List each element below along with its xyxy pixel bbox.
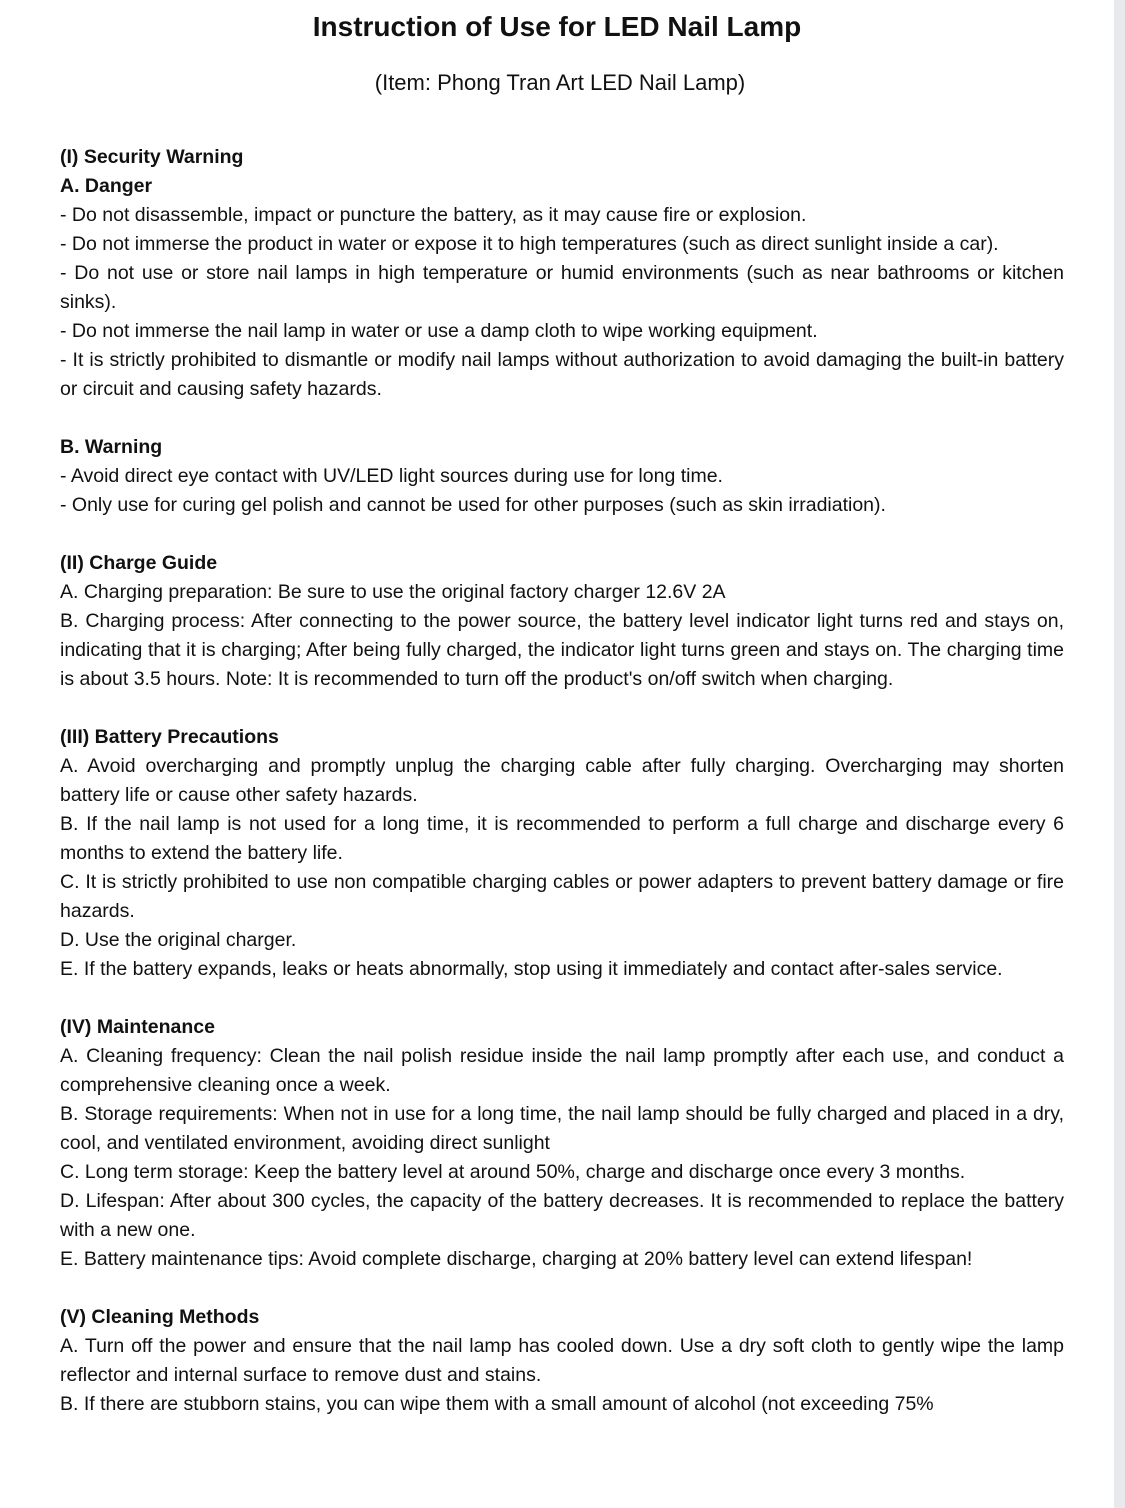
precaution-item-d: D. Use the original charger.: [60, 929, 297, 951]
spacer: [60, 404, 1064, 433]
document-body: [60, 143, 1064, 1419]
precaution-item-b: B. If the nail lamp is not used for a long time, it is recommended to perform a full charge and discharge every 6 months to extend the battery life.: [60, 813, 1064, 864]
maintenance-item-b: B. Storage requirements: When not in use for a long time, the nail lamp should be fully charged and placed in a dry, cool, and ventilated environment, avoiding direct sunlight: [60, 1103, 1064, 1154]
section-heading-battery-precautions: (III) Battery Precautions: [60, 726, 279, 748]
maintenance-item-a: A. Cleaning frequency: Clean the nail polish residue inside the nail lamp promptly after each use, and conduct a comprehensive cleaning once a week.: [60, 1045, 1064, 1096]
charge-item-b: B. Charging process: After connecting to the power source, the battery level indicator light turns red and stays on, indicating that it is charging; After being fully charged, the indicator light turns green and stays on. The charging time is about 3.5 hours. Note: It is recommended to turn off the product's on/off switch when charging.: [60, 610, 1064, 690]
section-heading-charge-guide: (II) Charge Guide: [60, 552, 218, 574]
maintenance-item-d: D. Lifespan: After about 300 cycles, the capacity of the battery decreases. It is recommended to replace the battery with a new one.: [60, 1190, 1064, 1241]
danger-item-5: - It is strictly prohibited to dismantle or modify nail lamps without authorization to avoid damaging the built-in battery or circuit and causing safety hazards.: [60, 349, 1064, 400]
viewer-background: [1114, 0, 1125, 1508]
section-heading-cleaning-methods: (V) Cleaning Methods: [60, 1306, 260, 1328]
spacer: [60, 1274, 1064, 1303]
warning-item-2: - Only use for curing gel polish and cannot be used for other purposes (such as skin irradiation).: [60, 494, 886, 516]
cleaning-item-b: B. If there are stubborn stains, you can wipe them with a small amount of alcohol (not exceeding 75%: [60, 1393, 934, 1415]
danger-item-4: - Do not immerse the nail lamp in water or use a damp cloth to wipe working equipment.: [60, 320, 818, 342]
danger-item-1: - Do not disassemble, impact or puncture the battery, as it may cause fire or explosion.: [60, 204, 807, 226]
spacer: [60, 520, 1064, 549]
danger-item-3: - Do not use or store nail lamps in high temperature or humid environments (such as near bathrooms or kitchen sinks).: [60, 262, 1064, 313]
document-subtitle: (Item: Phong Tran Art LED Nail Lamp): [374, 70, 746, 95]
precaution-item-c: C. It is strictly prohibited to use non compatible charging cables or power adapters to prevent battery damage or fire hazards.: [60, 871, 1064, 922]
maintenance-item-c: C. Long term storage: Keep the battery level at around 50%, charge and discharge once every 3 months.: [60, 1161, 966, 1183]
section-heading-security-warning: (I) Security Warning: [60, 146, 244, 168]
precaution-item-e: E. If the battery expands, leaks or heats abnormally, stop using it immediately and contact after-sales service.: [60, 958, 1003, 980]
maintenance-item-e: E. Battery maintenance tips: Avoid complete discharge, charging at 20% battery level can extend lifespan!: [60, 1248, 973, 1270]
subheading-warning: B. Warning: [60, 436, 163, 458]
warning-item-1: - Avoid direct eye contact with UV/LED light sources during use for long time.: [60, 465, 723, 487]
section-heading-maintenance: (IV) Maintenance: [60, 1016, 215, 1038]
cleaning-item-a: A. Turn off the power and ensure that the nail lamp has cooled down. Use a dry soft cloth to gently wipe the lamp reflector and internal surface to remove dust and stains.: [60, 1335, 1064, 1386]
spacer: [60, 694, 1064, 723]
spacer: [60, 984, 1064, 1013]
danger-item-2: - Do not immerse the product in water or expose it to high temperatures (such as direct sunlight inside a car).: [60, 233, 999, 255]
charge-item-a: A. Charging preparation: Be sure to use the original factory charger 12.6V 2A: [60, 581, 726, 603]
document-title: Instruction of Use for LED Nail Lamp: [312, 11, 802, 42]
precaution-item-a: A. Avoid overcharging and promptly unplug the charging cable after fully charging. Overcharging may shorten battery life or cause other safety hazards.: [60, 755, 1064, 806]
subheading-danger: A. Danger: [60, 175, 153, 197]
